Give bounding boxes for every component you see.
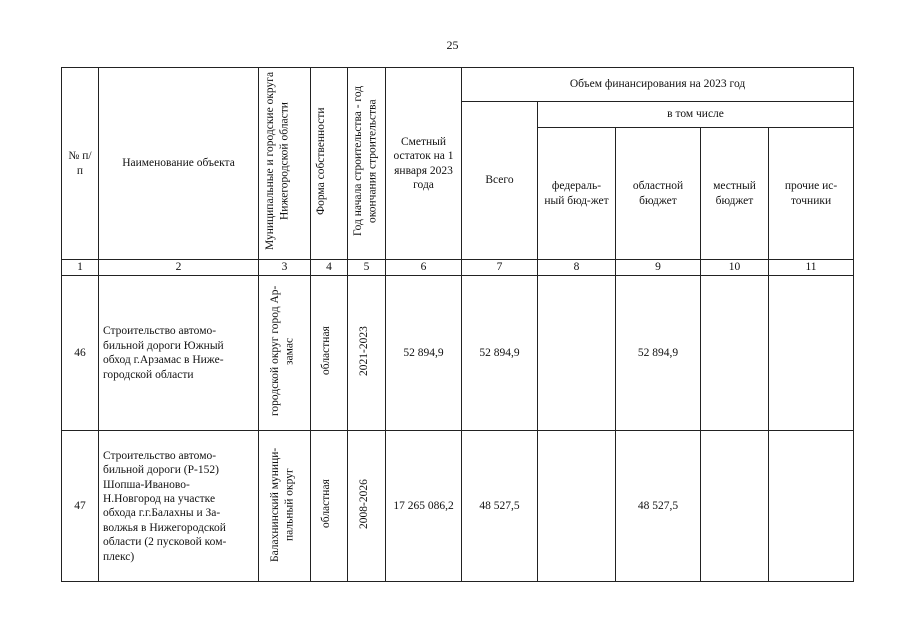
header-municipality-cell [259, 68, 311, 260]
header-remaining: Сметный остаток на 1 января 2023 года [386, 68, 462, 260]
row-ownership-cell [311, 431, 348, 582]
row-regional: 52 894,9 [616, 276, 701, 431]
header-total: Всего [462, 102, 538, 260]
row-total: 52 894,9 [462, 276, 538, 431]
row-municipality-cell [259, 276, 311, 431]
row-municipality: Балахнинский муници-пальный округ [268, 447, 295, 562]
row-name-line: городской области [103, 368, 194, 381]
row-remaining: 52 894,9 [386, 276, 462, 431]
row-municipality-cell [259, 431, 311, 582]
row-remaining: 17 265 086,2 [386, 431, 462, 582]
column-number: 11 [769, 260, 854, 276]
row-name [99, 276, 259, 431]
row-regional: 48 527,5 [616, 431, 701, 582]
header-municipality: Муниципальные и городские округа Нижегородской области [263, 72, 290, 251]
row-years: 2021-2023 [357, 326, 370, 376]
row-federal [538, 431, 616, 582]
header-years-cell [348, 68, 386, 260]
header-name: Наименование объекта [99, 68, 259, 260]
header-ownership-cell [311, 68, 348, 260]
header-local: местный бюджет [701, 128, 769, 260]
row-ownership-cell [311, 276, 348, 431]
page-number: 25 [446, 38, 459, 52]
column-number: 2 [99, 260, 259, 276]
row-federal [538, 276, 616, 431]
row-other [769, 276, 854, 431]
row-name-line: обхода г.г.Балахны и За- [103, 507, 221, 520]
column-number: 4 [311, 260, 348, 276]
column-number: 8 [538, 260, 616, 276]
header-federal: федераль-ный бюд-жет [538, 128, 616, 260]
row-name-line: Н.Новгород на участке [103, 493, 216, 505]
row-name-line: Шопша-Иваново- [103, 478, 190, 491]
header-regional: областной бюджет [616, 128, 701, 260]
row-local [701, 431, 769, 582]
row-name-line: бильной дороги (Р-152) [103, 464, 219, 477]
header-other: прочие ис-точники [769, 128, 854, 260]
row-ownership: областная [320, 326, 332, 376]
row-total: 48 527,5 [462, 431, 538, 582]
row-ownership: областная [320, 479, 332, 529]
column-number: 6 [386, 260, 462, 276]
row-name-line: Строительство автомо- [103, 449, 217, 462]
row-years-cell [348, 431, 386, 582]
header-financing: Объем финансирования на 2023 год [462, 68, 854, 102]
row-name-line: области (2 пусковой ком- [103, 536, 227, 549]
table-row [62, 276, 854, 431]
financing-table [61, 67, 854, 582]
row-num: 46 [62, 276, 99, 431]
header-ownership: Форма собственности [315, 107, 327, 216]
column-numbers-row [62, 260, 854, 276]
row-years: 2008-2026 [357, 479, 370, 530]
row-other [769, 431, 854, 582]
column-number: 3 [259, 260, 311, 276]
header-including: в том числе [538, 102, 854, 128]
row-name-line: обход г.Арзамас в Ниже- [103, 354, 224, 367]
column-number: 5 [348, 260, 386, 276]
header-num: № п/п [62, 68, 99, 260]
column-number: 10 [701, 260, 769, 276]
row-name-line: волжья в Нижегородской [103, 521, 226, 534]
row-years-cell [348, 276, 386, 431]
row-name-line: Строительство автомо- [103, 325, 217, 338]
column-number: 9 [616, 260, 701, 276]
header-years: Год начала строительства - год окончания строительства [351, 86, 378, 237]
row-name [99, 431, 259, 582]
column-number: 7 [462, 260, 538, 276]
table-row [62, 431, 854, 582]
row-municipality: городской округ город Ар-замас [268, 285, 295, 417]
row-local [701, 276, 769, 431]
row-num: 47 [62, 431, 99, 582]
row-name-line: бильной дороги Южный [103, 339, 224, 352]
column-number: 1 [62, 260, 99, 276]
row-name-line: плекс) [103, 550, 135, 563]
